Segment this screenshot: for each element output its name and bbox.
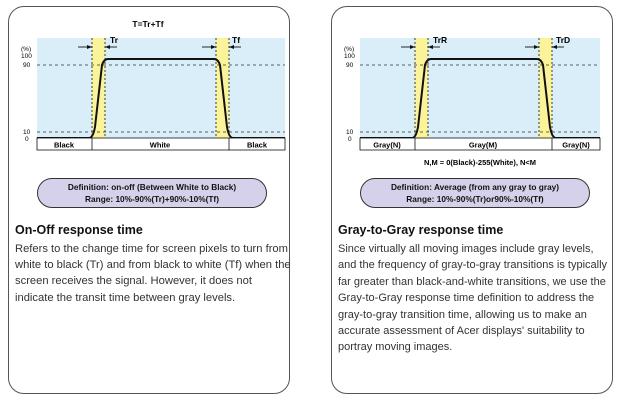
- gray-to-gray-timing-diagram: [332, 7, 614, 177]
- tick-90: 90: [346, 62, 354, 69]
- zone-label-left: Gray(N): [373, 140, 401, 150]
- gray-to-gray-card: [331, 6, 613, 394]
- section-description: Since virtually all moving images include gray levels, and the frequency of gray-to-gray transitions is typically far greater than black-and-white transitions, we use the Gray-to-Gray response time definition to address the gray-to-gray transition time, allowing us to make an accurate assessment of Acer displays' suitability to portray moving images.: [338, 243, 608, 354]
- fall-time-label: TrD: [556, 35, 571, 45]
- range-text: Range: 10%-90%(Tr)or90%-10%(Tf): [406, 193, 544, 204]
- axis-unit-label: (%): [344, 46, 355, 53]
- zone-label-middle: Gray(M): [468, 140, 498, 150]
- rise-time-label: Tr: [110, 35, 119, 45]
- on-off-card: [8, 6, 290, 394]
- section-title: On-Off response time: [15, 223, 143, 237]
- plot-background: [37, 38, 285, 150]
- tick-0: 0: [25, 136, 29, 143]
- tick-100: 100: [344, 53, 355, 60]
- definition-box: [360, 178, 590, 208]
- section-description: Refers to the change time for screen pixels to turn from white to black (Tr) and from black to white (Tf) when the screen receives the signal. However, it does not indicate the transit time between gray levels.: [15, 243, 291, 304]
- range-text: Range: 10%-90%(Tr)+90%-10%(Tf): [85, 193, 219, 204]
- rise-time-label: TrR: [433, 35, 448, 45]
- tick-0: 0: [348, 136, 352, 143]
- zone-label-left: Black: [53, 140, 75, 150]
- zone-label-right: Black: [246, 140, 268, 150]
- axis-unit-label: (%): [21, 46, 32, 53]
- tick-10: 10: [346, 129, 354, 136]
- definition-text: Definition: Average (from any gray to gray): [390, 182, 560, 192]
- tick-10: 10: [23, 129, 31, 136]
- definition-text: Definition: on-off (Between White to Black): [67, 182, 237, 192]
- tick-100: 100: [21, 53, 32, 60]
- zone-label-right: Gray(N): [562, 140, 590, 150]
- on-off-timing-diagram: [9, 7, 291, 177]
- zone-label-middle: White: [149, 140, 171, 150]
- gray-range-note: N,M = 0(Black)-255(White), N<M: [423, 158, 537, 167]
- tick-90: 90: [23, 62, 31, 69]
- formula-label: T=Tr+Tf: [132, 19, 164, 29]
- fall-time-label: Tf: [232, 35, 241, 45]
- section-title: Gray-to-Gray response time: [338, 223, 504, 237]
- plot-background: [360, 38, 600, 150]
- definition-box: [37, 178, 267, 208]
